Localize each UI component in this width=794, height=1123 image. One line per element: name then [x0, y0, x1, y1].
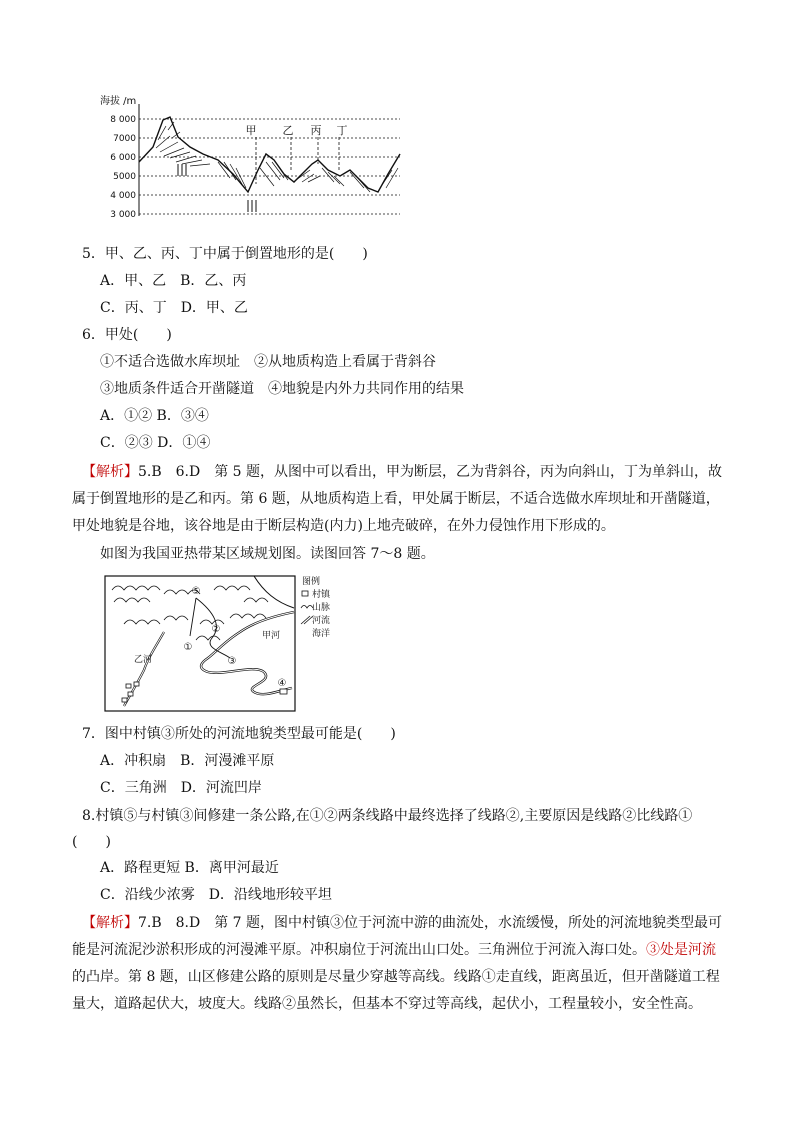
- river-jia-label: 甲河: [262, 631, 281, 641]
- analysis-1-line-2: 属于倒置地形的是乙和丙。第 6 题，从地质构造上看，甲处属于断层，不适合选做水库坝址和开凿隧道，: [72, 491, 720, 507]
- profile-tick: 4 000: [110, 191, 136, 201]
- analysis-2-text-1: 7.B 8.D 第 7 题，图中村镇③位于河流中游的曲流处，水流缓慢，所处的河流地貌类型最可: [138, 915, 723, 931]
- q8-question-line-2: ( ): [72, 834, 111, 850]
- q7-option-ab: A．冲积扇 B．河漫滩平原: [100, 753, 275, 769]
- analysis-2-text-2b: ③处是河流: [646, 942, 716, 958]
- q5-option-ab: A．甲、乙 B．乙、丙: [100, 273, 247, 289]
- analysis-2-line-1: [82, 913, 722, 933]
- analysis-1-line-3: 甲处地貌是谷地，该谷地是由于断层构造(内力)上地壳破碎，在外力侵蚀作用下形成的。: [72, 518, 615, 534]
- legend-title: 图例: [302, 577, 321, 587]
- legend-village: 村镇: [312, 590, 331, 600]
- q5-option-cd: C．丙、丁 D．甲、乙: [100, 300, 248, 316]
- q7-option-cd: C．三角洲 D．河流凹岸: [100, 780, 262, 796]
- village-4-label: ④: [277, 678, 287, 689]
- analysis-2-line-2: [72, 940, 716, 960]
- analysis-1-tag: 【解析】: [82, 464, 138, 480]
- profile-tick: 6 000: [110, 153, 136, 163]
- marker-jia: 甲: [245, 124, 257, 137]
- legend-ocean: 海洋: [312, 629, 331, 639]
- legend-mountain: 山脉: [312, 603, 331, 613]
- region-planning-map: [104, 572, 344, 714]
- profile-tick: 5000: [113, 172, 136, 182]
- marker-ding: 丁: [336, 124, 348, 137]
- route-1-label: ①: [183, 642, 193, 653]
- analysis-2-line-4: 量大，道路起伏大，坡度大。线路②虽然长，但基本不穿过等高线，起伏小，工程量较小，安全性高。: [72, 996, 702, 1012]
- terrain-profile-chart: [98, 92, 408, 222]
- analysis-1-line-1: [82, 462, 722, 482]
- q8-option-cd: C．沿线少浓雾 D．沿线地形较平坦: [100, 887, 332, 903]
- profile-tick: 7000: [113, 134, 136, 144]
- profile-tick: 8 000: [110, 115, 136, 125]
- q8-question-line-1: 8.村镇⑤与村镇③间修建一条公路,在①②两条线路中最终选择了线路②,主要原因是线路②比线路①: [82, 808, 693, 824]
- q6-option-cd: C．②③ D．①④: [100, 435, 211, 451]
- map-intro: 如图为我国亚热带某区域规划图。读图回答 7～8 题。: [100, 546, 435, 562]
- q6-question: 6．甲处( ): [82, 327, 172, 343]
- q5-question: 5．甲、乙、丙、丁中属于倒置地形的是( ): [82, 246, 368, 262]
- village-3-label: ③: [227, 656, 237, 667]
- village-5-label: ⑤: [191, 586, 201, 597]
- q6-statements-1: ①不适合选做水库坝址 ②从地质构造上看属于背斜谷: [100, 354, 436, 370]
- marker-bing: 丙: [310, 124, 322, 137]
- profile-ylabel: 海拔 /m: [100, 96, 137, 107]
- profile-tick: 3 000: [110, 210, 136, 220]
- q6-option-ab: A．①② B．③④: [100, 408, 209, 424]
- q6-statements-2: ③地质条件适合开凿隧道 ④地貌是内外力共同作用的结果: [100, 381, 464, 397]
- q8-option-ab: A．路程更短 B．离甲河最近: [100, 860, 279, 876]
- analysis-1-text-1: 5.B 6.D 第 5 题，从图中可以看出，甲为断层，乙为背斜谷，丙为向斜山，丁为单斜山，故: [138, 464, 723, 480]
- route-2-label: ②: [211, 624, 221, 635]
- q7-question: 7．图中村镇③所处的河流地貌类型最可能是( ): [82, 726, 396, 742]
- legend-river: 河流: [312, 616, 331, 626]
- analysis-2-tag: 【解析】: [82, 915, 138, 931]
- analysis-2-line-3: 的凸岸。第 8 题，山区修建公路的原则是尽量少穿越等高线。线路①走直线，距离虽近，但开凿隧道工程: [72, 969, 720, 985]
- marker-yi: 乙: [282, 124, 294, 137]
- river-yi-label: 乙河: [134, 655, 153, 665]
- analysis-2-text-2a: 能是河流泥沙淤积形成的河漫滩平原。冲积扇位于河流出山口处。三角洲位于河流入海口处。: [72, 942, 646, 958]
